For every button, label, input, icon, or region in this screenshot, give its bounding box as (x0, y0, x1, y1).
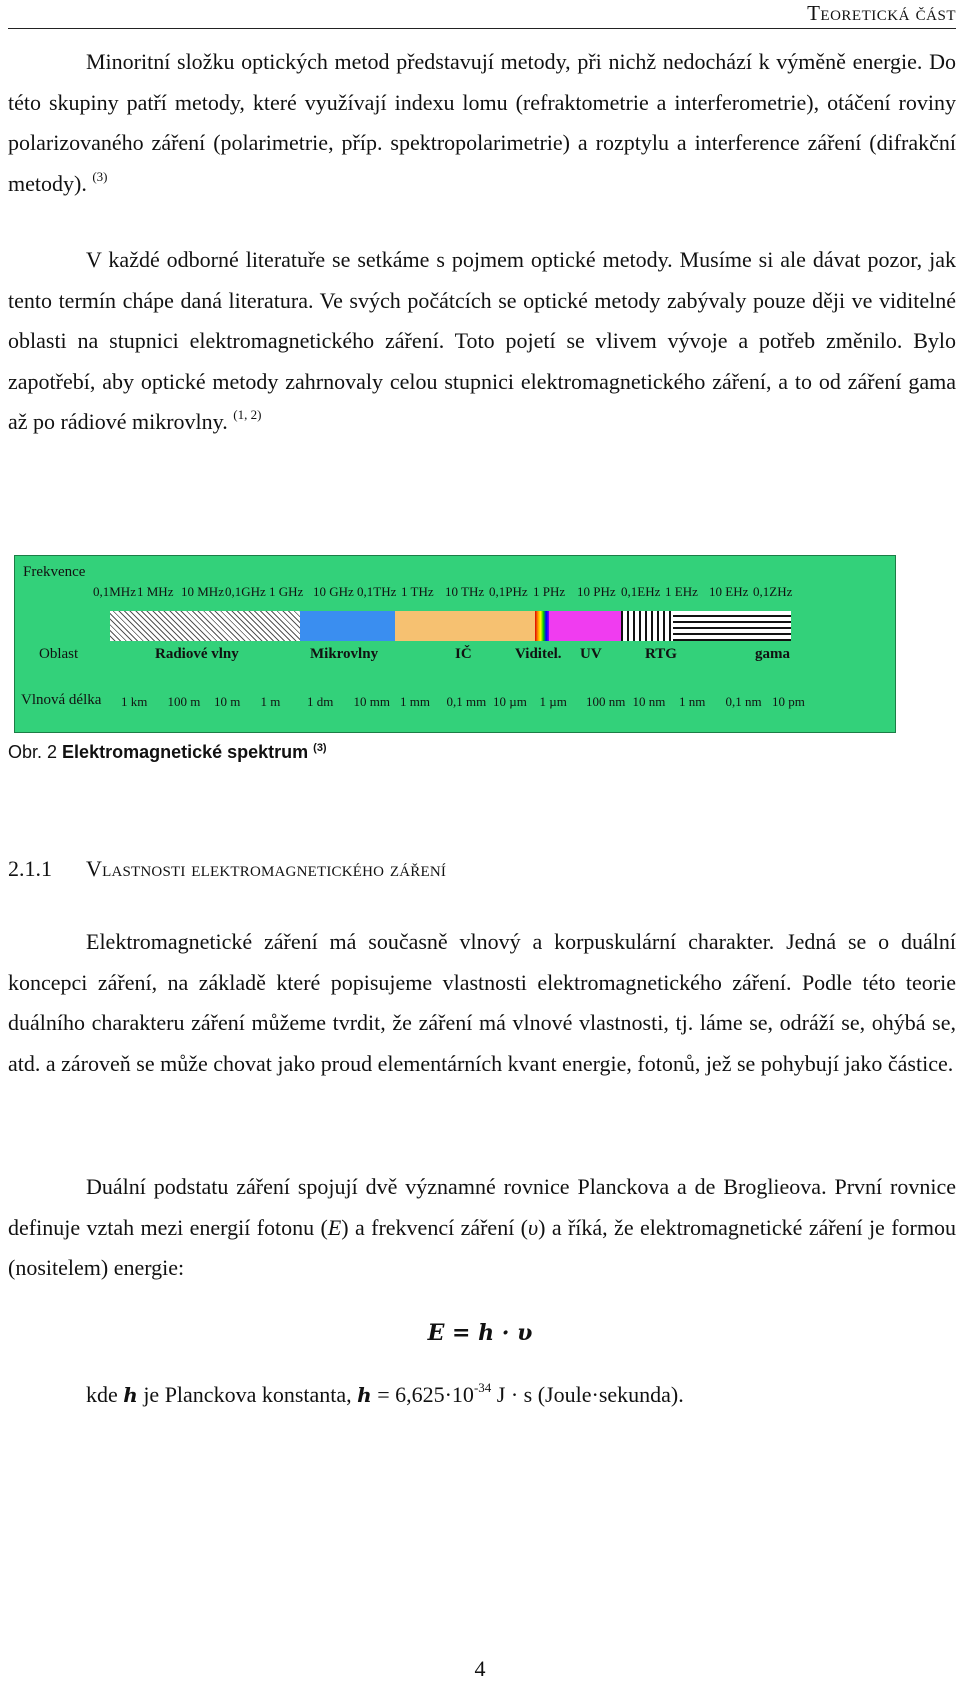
p4-frequency-symbol: υ (528, 1214, 539, 1240)
p4-energy-symbol: E (327, 1214, 342, 1240)
p3-text: Elektromagnetické záření má současně vlnový a korpuskulární charakter. Jedná se o duální koncepci záření, na základě které popisujeme vlastnosti elektromagnetického záření. Podle této teorie duálního charakteru záření můžeme tvrdit, že záření má vlnové vlastnosti, tj. láme se, odráží se, ohýbá se, atd. a zároveň se může chovat jako proud elementárních kvant energie, fotonů, jež se pohybují jako částice. (8, 929, 956, 1076)
band-gamma (673, 611, 791, 641)
section-heading (8, 854, 446, 884)
frequency-tick: 0,1GHz (225, 584, 266, 599)
frequency-row-label: Frekvence (23, 564, 86, 580)
planck-constant-note (86, 1375, 684, 1415)
frequency-tick: 1 PHz (533, 584, 566, 599)
frequency-tick: 10 GHz (313, 584, 354, 599)
paragraph-2 (8, 240, 956, 443)
wavelength-tick: 1 nm (679, 694, 706, 709)
region-label: gama (755, 646, 790, 662)
band-visible (535, 611, 549, 641)
p2-citation: (1, 2) (233, 407, 262, 422)
p4-text-c: ) a říká, že elektromagnetické záření je formou (nositelem) energie: (8, 1214, 956, 1280)
spectrum-figure (14, 555, 896, 733)
frequency-tick: 0,1EHz (621, 584, 661, 599)
wavelength-tick: 1 m (260, 694, 281, 709)
p1-text: Minoritní složku optických metod představují metody, při nichž nedochází k výměně energie. Do této skupiny patří metody, které využívají indexu lomu (refraktometrie a interferometrie), otáčení roviny polarizovaného záření (polarimetrie, příp. spektropolarimetrie) a rozptylu a interference záření (difrakční metody). (8, 49, 956, 196)
region-label: Mikrovlny (310, 646, 379, 662)
caption-citation: (3) (313, 742, 327, 754)
wavelength-tick: 1 mm (400, 694, 430, 709)
band-xray (621, 611, 673, 641)
p4-text-b: ) a frekvencí záření ( (341, 1214, 529, 1240)
wavelength-tick: 0,1 nm (725, 694, 762, 709)
kde-text-a: kde (86, 1382, 124, 1407)
paragraph-1 (8, 42, 956, 204)
page-number: 4 (474, 1656, 486, 1681)
frequency-tick: 10 PHz (577, 584, 616, 599)
kde-exponent: -34 (473, 1380, 492, 1395)
header-text: Teoretická část (807, 1, 956, 25)
section-number: 2.1.1 (8, 856, 52, 881)
kde-text-c: = 6,625·10 (371, 1382, 474, 1407)
wavelength-tick: 1 dm (307, 694, 334, 709)
frequency-tick: 0,1PHz (489, 584, 528, 599)
caption-title: Elektromagnetické spektrum (62, 742, 309, 762)
wavelength-tick: 0,1 mm (446, 694, 487, 709)
section-title: Vlastnosti elektromagnetického záření (86, 856, 447, 881)
region-label: RTG (645, 646, 677, 662)
p2-text: V každé odborné literatuře se setkáme s pojmem optické metody. Musíme si ale dávat pozor, jak tento termín chápe daná literatura. Ve svých počátcích se optické metody zabývaly pouze ději ve viditelné oblasti na stupnici elektromagnetického záření. Toto pojetí se vlivem vývoje a potřeb změnilo. Bylo zapotřebí, aby optické metody zahrnovaly celou stupnici elektromagnetického záření, a to od záření gama až po rádiové mikrovlny. (8, 247, 956, 434)
kde-h-symbol: h (123, 1383, 138, 1407)
frequency-tick: 0,1ZHz (753, 584, 793, 599)
frequency-tick: 0,1MHz (93, 584, 136, 599)
wavelength-row-label: Vlnová délka (21, 692, 102, 708)
frequency-tick: 10 THz (445, 584, 485, 599)
caption-prefix: Obr. 2 (8, 742, 58, 762)
frequency-tick: 0,1THz (357, 584, 397, 599)
region-label: Viditel. (515, 646, 562, 662)
band-radio (110, 611, 300, 641)
region-label: UV (580, 646, 602, 662)
planck-formula: E = h · υ (427, 1320, 533, 1346)
p1-citation: (3) (92, 168, 108, 184)
paragraph-4 (8, 1167, 956, 1289)
paragraph-3 (8, 922, 956, 1084)
wavelength-tick: 1 km (121, 694, 148, 709)
wavelength-tick: 100 nm (586, 694, 626, 709)
frequency-tick: 1 EHz (665, 584, 698, 599)
region-label: Radiové vlny (155, 646, 239, 662)
frequency-tick: 1 MHz (137, 584, 174, 599)
band-ultraviolet (549, 611, 621, 641)
frequency-tick: 1 GHz (269, 584, 304, 599)
figure-caption (8, 740, 327, 764)
wavelength-tick: 10 nm (632, 694, 666, 709)
region-row-label: Oblast (39, 646, 79, 662)
kde-text-d: J · s (Joule·sekunda). (491, 1382, 684, 1407)
region-label: IČ (455, 646, 472, 662)
wavelength-tick: 10 pm (772, 694, 805, 709)
band-microwave (300, 611, 395, 641)
running-header (8, 0, 956, 29)
frequency-tick: 10 EHz (709, 584, 749, 599)
wavelength-tick: 10 m (214, 694, 241, 709)
wavelength-tick: 1 µm (539, 694, 567, 709)
wavelength-tick: 100 m (167, 694, 201, 709)
wavelength-tick: 10 mm (353, 694, 390, 709)
kde-text-b: je Planckova konstanta, (137, 1382, 358, 1407)
frequency-tick: 10 MHz (181, 584, 224, 599)
wavelength-tick: 10 µm (493, 694, 527, 709)
band-infrared (395, 611, 535, 641)
frequency-tick: 1 THz (401, 584, 434, 599)
p4-text-a: Duální podstatu záření spojují dvě významné rovnice Planckova a de Broglieova. První rovnice definuje vztah mezi energií fotonu ( (8, 1174, 956, 1240)
kde-h-symbol-2: h (357, 1383, 372, 1407)
